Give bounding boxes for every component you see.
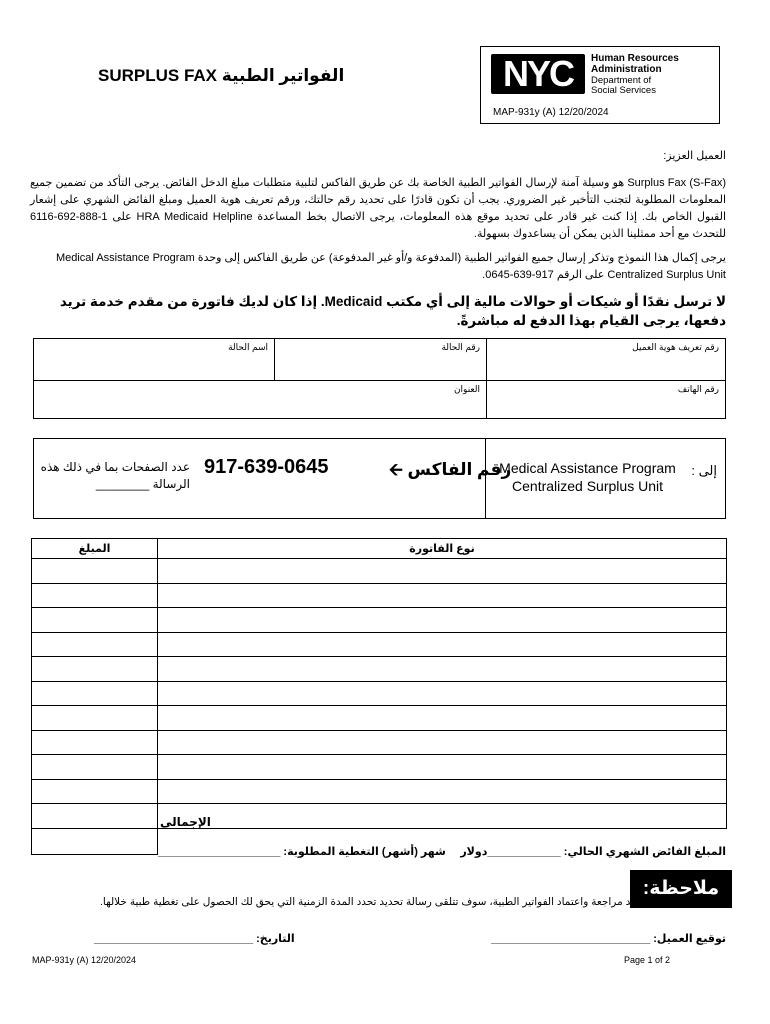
fax-to-label: إلى : [691, 463, 717, 478]
page-count-field[interactable]: عدد الصفحات بما في ذلك هذه الرسالة ________ [40, 460, 190, 491]
note-badge: ملاحظة: [630, 870, 732, 908]
nyc-logo: NYC [491, 54, 585, 94]
invoice-row [32, 779, 727, 804]
invoice-row [32, 632, 727, 657]
note-text: عند مراجعة واعتماد الفواتير الطبية، سوف تتلقى رسالة تحديد تحدد المدة الزمنية التي يحق لك الحصول على تغطية طبية خلالها. [100, 896, 641, 908]
department-name [591, 76, 656, 96]
invoice-row [32, 657, 727, 682]
invoice-row [32, 608, 727, 633]
client-info-table [33, 338, 726, 419]
case-number-label: رقم الحالة [441, 342, 480, 352]
payment-warning: لا ترسل نقدًا أو شيكات أو حوالات مالية إلى أي مكتب Medicaid. إذا كان لديك فاتورة من مقدم خدمة تريد دفعها، يرجى القيام بهذا الدفع له مباشرةً. [59, 294, 726, 328]
invoice-type-cell[interactable] [158, 608, 727, 633]
fax-recipient-cell [485, 439, 725, 518]
invoice-row [32, 730, 727, 755]
invoice-type-header: نوع الفاتورة [158, 539, 727, 559]
invoice-amount-cell[interactable] [32, 632, 158, 657]
form-id: MAP-931y (A) 12/20/2024 [493, 107, 609, 118]
amount-header: المبلغ [32, 539, 158, 559]
invoice-type-cell[interactable] [158, 804, 727, 829]
address-label: العنوان [453, 384, 480, 394]
invoice-type-cell[interactable] [158, 779, 727, 804]
fax-number: 917-639-0645 [204, 456, 329, 478]
invoice-type-cell[interactable] [158, 755, 727, 780]
total-label: الإجمالي [160, 815, 211, 829]
invoice-row [32, 755, 727, 780]
phone-cell[interactable] [487, 381, 726, 419]
invoice-row [32, 706, 727, 731]
fax-label-text: رقم الفاكس [407, 460, 512, 479]
invoice-table [31, 538, 727, 855]
footer-form-id: MAP-931y (A) 12/20/2024 [32, 955, 137, 965]
invoice-amount-cell[interactable] [32, 559, 158, 584]
recipient-line-2: Centralized Surplus Unit [512, 478, 663, 494]
invoice-type-cell[interactable] [158, 583, 727, 608]
dept-line-1: Department of [591, 75, 652, 86]
fax-number-label [389, 457, 511, 486]
monthly-surplus-label [460, 845, 726, 858]
dept-line-2: Social Services [591, 85, 656, 96]
invoice-amount-cell[interactable] [32, 706, 158, 731]
invoice-row [32, 804, 727, 829]
invoice-amount-cell[interactable] [32, 779, 158, 804]
months-covered-field[interactable]: شهر (أشهر) التغطية المطلوبة: ____________________ [158, 846, 446, 858]
case-number-cell[interactable] [275, 339, 487, 381]
fax-details-box [33, 438, 726, 519]
invoice-amount-cell[interactable] [32, 730, 158, 755]
invoice-type-cell[interactable] [158, 632, 727, 657]
invoice-type-cell[interactable] [158, 559, 727, 584]
invoice-amount-cell[interactable] [32, 608, 158, 633]
address-cell[interactable] [34, 381, 487, 419]
agency-name [591, 53, 679, 75]
invoice-amount-cell[interactable] [32, 583, 158, 608]
form-title: الفواتير الطبية SURPLUS FAX [98, 66, 345, 85]
invoice-row [32, 681, 727, 706]
case-name-label: اسم الحالة [228, 342, 268, 352]
page-number: Page 1 of 2 [624, 955, 671, 965]
invoice-type-cell[interactable] [158, 657, 727, 682]
client-signature-field[interactable]: توقيع العميل: __________________________ [491, 933, 726, 945]
invoice-row [32, 559, 727, 584]
phone-label: رقم الهاتف [677, 384, 719, 394]
intro-paragraph: Surplus Fax (S-Fax) هو وسيلة آمنة لإرسال الفواتير الطبية الخاصة بك عن طريق الفاكس لتلبية متطلبات مبلغ الدخل الفائض. يرجى التأكد من تضمين جميع المعلومات المطلوبة لتجنب التأخير غير الضروري. يجب أن تكون قادرًا على تحديد رقم حالتك، ورقم تعريف هوية العميل ومبلغ الفائض الشهري على إشعار القبول الخاص بك. إذا كنت غير قادر على تحديد موقع هذه المعلومات، يرجى الاتصال بخط المساعدة HRA Medicaid Helpline على 1-888-692-6116 للتحدث مع أحد ممثلينا الذين يمكن أن يساعدوك بسهولة. [30, 177, 726, 240]
invoice-type-cell[interactable] [158, 706, 727, 731]
invoice-row [32, 583, 727, 608]
case-name-cell[interactable] [34, 339, 275, 381]
invoice-amount-cell[interactable] [32, 681, 158, 706]
monthly-surplus-text: المبلغ الفائض الشهري الحالي: ____________دولار [460, 846, 726, 858]
invoice-amount-cell[interactable] [32, 657, 158, 682]
greeting: العميل العزيز: [663, 150, 726, 162]
agency-line-1: Human Resources [591, 53, 679, 64]
invoice-type-cell[interactable] [158, 730, 727, 755]
date-field[interactable]: التاريخ: __________________________ [94, 933, 295, 945]
invoice-amount-cell[interactable] [32, 804, 158, 829]
agency-line-2: Administration [591, 64, 662, 75]
agency-logo-box [480, 46, 720, 124]
total-amount-cell[interactable] [32, 828, 158, 854]
client-id-label: رقم تعريف هوية العميل [632, 342, 719, 352]
invoice-amount-cell[interactable] [32, 755, 158, 780]
fax-recipient [490, 459, 685, 495]
recipient-line-1: Medical Assistance Program [499, 460, 676, 476]
invoice-type-cell[interactable] [158, 681, 727, 706]
client-id-cell[interactable] [487, 339, 726, 381]
instructions-paragraph: يرجى إكمال هذا النموذج وتذكر إرسال جميع الفواتير الطبية (المدفوعة و/أو غير المدفوعة) عن طريق الفاكس إلى وحدة Medical Assistance Program Centralized Surplus Unit على الرقم 917-639-0645. [55, 252, 726, 281]
arrow-left-icon: 🡨 [389, 460, 403, 479]
